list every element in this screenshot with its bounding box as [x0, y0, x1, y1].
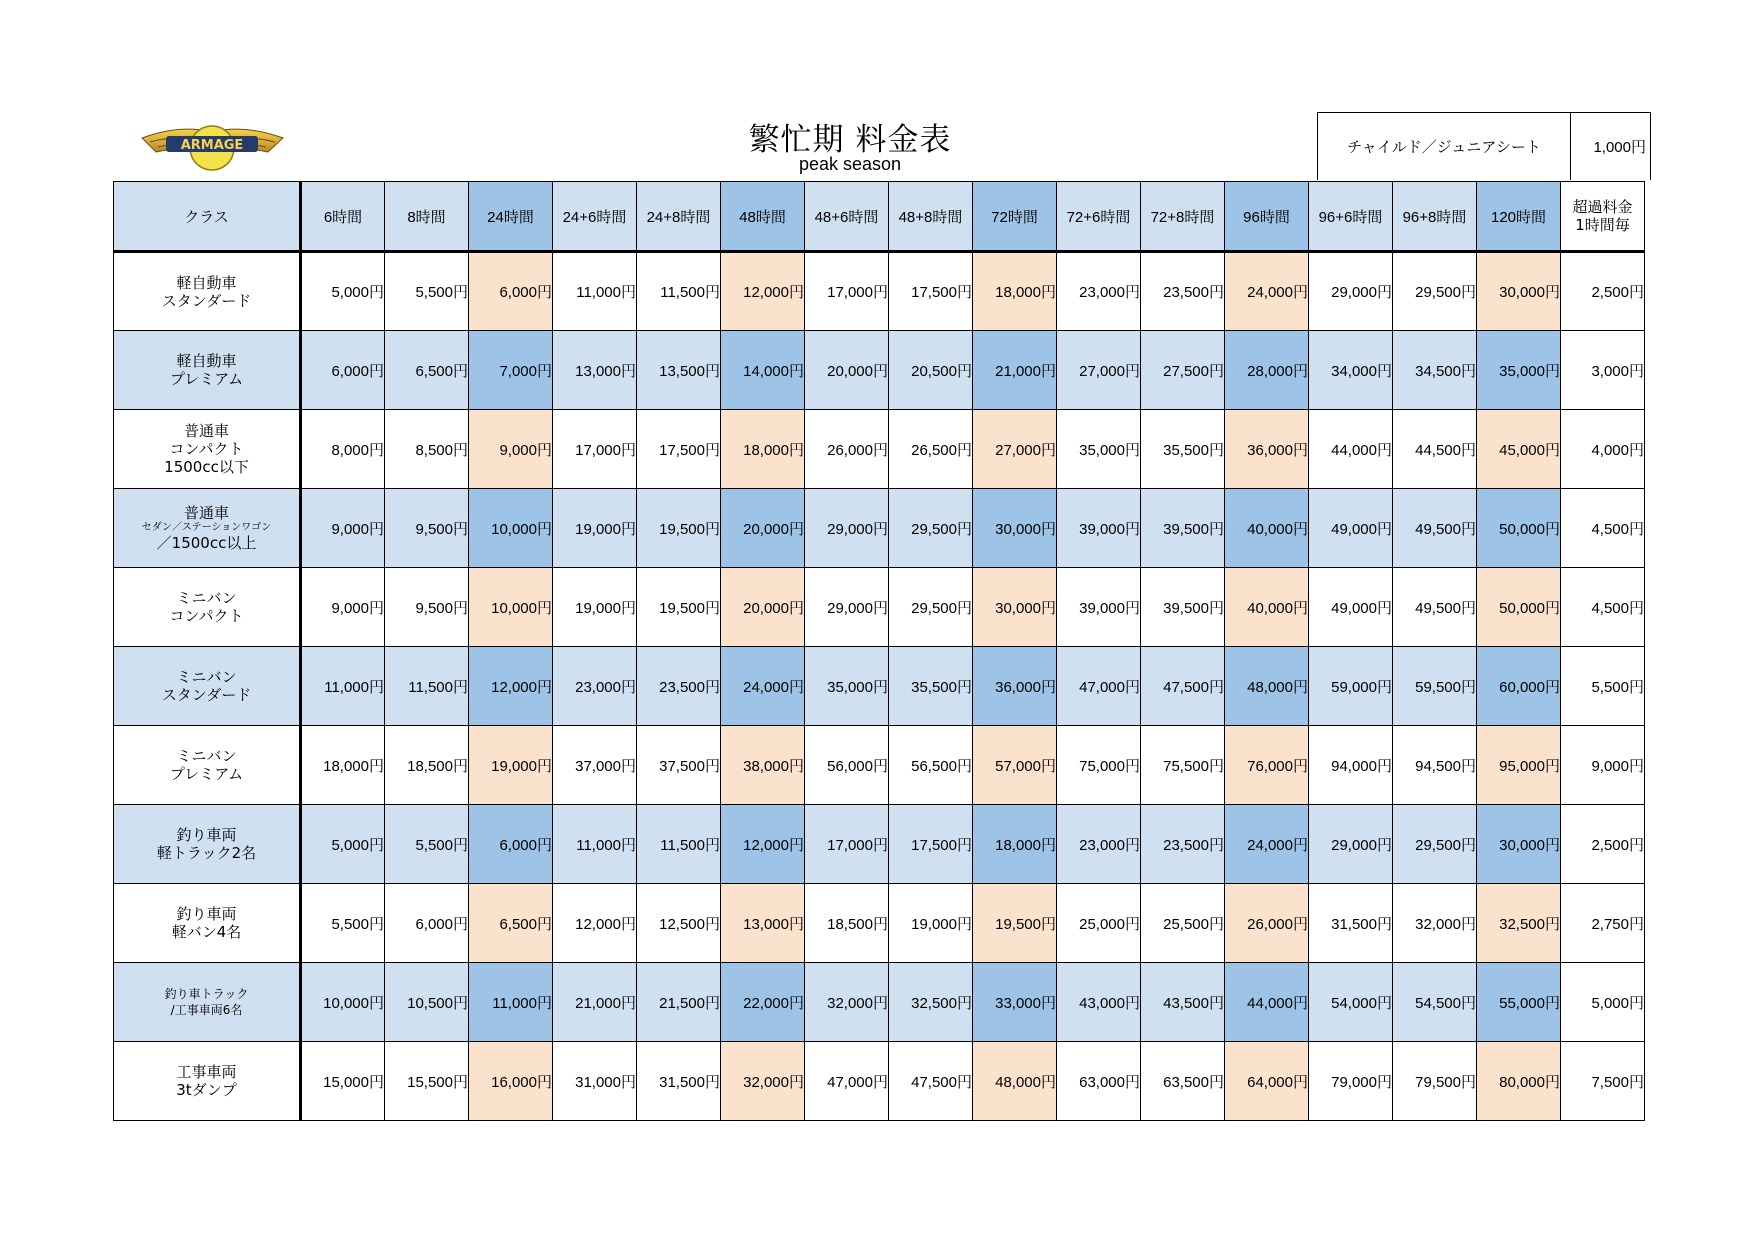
- header-overtime: [1561, 182, 1645, 252]
- price-cell: 47,000円: [1057, 647, 1141, 726]
- child-seat-price: 1,000円: [1593, 139, 1646, 156]
- price-cell: 27,500円: [1141, 331, 1225, 410]
- price-cell: 12,500円: [637, 884, 721, 963]
- price-cell: 19,000円: [553, 489, 637, 568]
- price-cell: 25,000円: [1057, 884, 1141, 963]
- table-row: [114, 1042, 1645, 1121]
- price-cell: 26,000円: [1225, 884, 1309, 963]
- price-cell: 75,500円: [1141, 726, 1225, 805]
- price-cell: 29,500円: [889, 568, 973, 647]
- header-duration: 24時間: [469, 182, 553, 252]
- price-cell: 27,000円: [1057, 331, 1141, 410]
- overtime-price-cell: 3,000円: [1561, 331, 1645, 410]
- overtime-price-cell: 2,500円: [1561, 805, 1645, 884]
- price-cell: 18,000円: [721, 410, 805, 489]
- price-cell: 29,000円: [805, 568, 889, 647]
- header-class: クラス: [114, 182, 301, 252]
- class-name-line: 軽バン4名: [171, 923, 242, 941]
- price-cell: 19,000円: [469, 726, 553, 805]
- price-cell: 54,500円: [1393, 963, 1477, 1042]
- price-cell: 36,000円: [973, 647, 1057, 726]
- class-name-cell: [114, 805, 301, 884]
- price-cell: 6,000円: [301, 331, 385, 410]
- price-cell: 30,000円: [973, 568, 1057, 647]
- price-cell: 26,500円: [889, 410, 973, 489]
- price-cell: 50,000円: [1477, 489, 1561, 568]
- price-cell: 57,000円: [973, 726, 1057, 805]
- header-duration: 48時間: [721, 182, 805, 252]
- header-row: [114, 182, 1645, 252]
- price-cell: 13,500円: [637, 331, 721, 410]
- class-name-cell: [114, 568, 301, 647]
- price-cell: 9,500円: [385, 489, 469, 568]
- price-cell: 21,500円: [637, 963, 721, 1042]
- overtime-price-cell: 9,000円: [1561, 726, 1645, 805]
- class-name-line: ミニバン: [176, 747, 237, 765]
- price-cell: 38,000円: [721, 726, 805, 805]
- price-cell: 20,500円: [889, 331, 973, 410]
- price-cell: 59,500円: [1393, 647, 1477, 726]
- price-cell: 6,000円: [385, 884, 469, 963]
- price-cell: 11,500円: [637, 252, 721, 331]
- price-cell: 29,500円: [1393, 805, 1477, 884]
- class-name-cell: [114, 1042, 301, 1121]
- class-name-cell: [114, 647, 301, 726]
- price-cell: 25,500円: [1141, 884, 1225, 963]
- overtime-price-cell: 4,500円: [1561, 489, 1645, 568]
- price-cell: 18,500円: [385, 726, 469, 805]
- price-cell: 43,000円: [1057, 963, 1141, 1042]
- price-cell: 23,000円: [553, 647, 637, 726]
- price-cell: 13,000円: [721, 884, 805, 963]
- price-cell: 24,000円: [1225, 252, 1309, 331]
- class-name-line: /工事車両6名: [170, 1003, 243, 1017]
- price-cell: 55,000円: [1477, 963, 1561, 1042]
- price-cell: 94,000円: [1309, 726, 1393, 805]
- class-name-line: 釣り車トラック: [164, 987, 249, 1001]
- header-duration: 96時間: [1225, 182, 1309, 252]
- price-cell: 32,000円: [805, 963, 889, 1042]
- svg-text:ARMAGE: ARMAGE: [180, 138, 244, 153]
- price-cell: 23,000円: [1057, 805, 1141, 884]
- price-cell: 12,000円: [721, 805, 805, 884]
- price-cell: 39,000円: [1057, 489, 1141, 568]
- price-cell: 20,000円: [721, 489, 805, 568]
- price-cell: 23,500円: [1141, 805, 1225, 884]
- table-row: [114, 647, 1645, 726]
- class-name-line: ミニバン: [176, 589, 237, 607]
- header-duration: 6時間: [301, 182, 385, 252]
- price-cell: 24,000円: [1225, 805, 1309, 884]
- page-title: 繁忙期 料金表: [748, 122, 952, 158]
- price-cell: 11,000円: [553, 805, 637, 884]
- price-cell: 44,000円: [1309, 410, 1393, 489]
- price-cell: 29,000円: [805, 489, 889, 568]
- price-cell: 10,500円: [385, 963, 469, 1042]
- class-name-line: プレミアム: [169, 370, 244, 388]
- price-cell: 44,000円: [1225, 963, 1309, 1042]
- class-name-line: ／1500cc以上: [156, 534, 257, 552]
- price-cell: 32,000円: [1393, 884, 1477, 963]
- price-cell: 33,000円: [973, 963, 1057, 1042]
- class-name-line: 3tダンプ: [176, 1081, 237, 1099]
- child-seat-label: チャイルド／ジュニアシート: [1318, 113, 1571, 180]
- overtime-price-cell: 2,500円: [1561, 252, 1645, 331]
- class-name-cell: [114, 884, 301, 963]
- header-duration: 24+8時間: [637, 182, 721, 252]
- price-cell: 79,500円: [1393, 1042, 1477, 1121]
- price-cell: 27,000円: [973, 410, 1057, 489]
- price-cell: 32,000円: [721, 1042, 805, 1121]
- price-cell: 49,500円: [1393, 568, 1477, 647]
- price-cell: 35,000円: [805, 647, 889, 726]
- price-cell: 59,000円: [1309, 647, 1393, 726]
- price-cell: 36,000円: [1225, 410, 1309, 489]
- price-cell: 49,000円: [1309, 568, 1393, 647]
- price-cell: 75,000円: [1057, 726, 1141, 805]
- price-cell: 6,000円: [469, 252, 553, 331]
- price-cell: 18,000円: [973, 252, 1057, 331]
- class-name-cell: [114, 410, 301, 489]
- table-row: [114, 331, 1645, 410]
- price-cell: 37,000円: [553, 726, 637, 805]
- overtime-price-cell: 5,000円: [1561, 963, 1645, 1042]
- price-cell: 94,500円: [1393, 726, 1477, 805]
- price-cell: 34,000円: [1309, 331, 1393, 410]
- price-cell: 5,500円: [385, 805, 469, 884]
- price-cell: 9,000円: [301, 568, 385, 647]
- price-cell: 5,500円: [301, 884, 385, 963]
- price-cell: 19,500円: [637, 489, 721, 568]
- price-cell: 9,000円: [469, 410, 553, 489]
- price-cell: 21,000円: [973, 331, 1057, 410]
- table-row: [114, 489, 1645, 568]
- price-cell: 11,000円: [469, 963, 553, 1042]
- class-name-line: 普通車: [183, 422, 229, 440]
- price-cell: 50,000円: [1477, 568, 1561, 647]
- header-duration: 72+8時間: [1141, 182, 1225, 252]
- price-cell: 22,000円: [721, 963, 805, 1042]
- price-cell: 11,000円: [301, 647, 385, 726]
- class-name-line: 工事車両: [176, 1063, 237, 1081]
- price-cell: 31,500円: [637, 1042, 721, 1121]
- class-name-line: コンパクト: [169, 607, 244, 625]
- price-cell: 18,000円: [301, 726, 385, 805]
- price-cell: 19,500円: [973, 884, 1057, 963]
- price-cell: 17,000円: [805, 805, 889, 884]
- rate-table: [113, 181, 1645, 1121]
- price-cell: 35,000円: [1477, 331, 1561, 410]
- price-cell: 29,000円: [1309, 805, 1393, 884]
- price-cell: 17,500円: [637, 410, 721, 489]
- page-subtitle: peak season: [798, 154, 902, 174]
- overtime-price-cell: 5,500円: [1561, 647, 1645, 726]
- price-cell: 48,000円: [973, 1042, 1057, 1121]
- overtime-price-cell: 4,000円: [1561, 410, 1645, 489]
- class-name-line: 釣り車両: [176, 905, 237, 923]
- price-cell: 10,000円: [469, 489, 553, 568]
- price-cell: 39,500円: [1141, 568, 1225, 647]
- price-cell: 15,500円: [385, 1042, 469, 1121]
- price-cell: 45,000円: [1477, 410, 1561, 489]
- class-name-line: 軽トラック2名: [156, 844, 257, 862]
- overtime-price-cell: 7,500円: [1561, 1042, 1645, 1121]
- price-cell: 30,000円: [1477, 805, 1561, 884]
- price-cell: 16,000円: [469, 1042, 553, 1121]
- class-name-line: スタンダード: [161, 686, 252, 704]
- overtime-price-cell: 2,750円: [1561, 884, 1645, 963]
- table-row: [114, 805, 1645, 884]
- price-cell: 48,000円: [1225, 647, 1309, 726]
- class-name-line: スタンダード: [161, 291, 252, 310]
- price-cell: 12,000円: [553, 884, 637, 963]
- price-cell: 95,000円: [1477, 726, 1561, 805]
- price-cell: 17,000円: [805, 252, 889, 331]
- price-cell: 49,000円: [1309, 489, 1393, 568]
- price-cell: 12,000円: [721, 252, 805, 331]
- table-row: [114, 726, 1645, 805]
- table-row: [114, 410, 1645, 489]
- class-name-line: 軽自動車: [176, 352, 237, 370]
- price-cell: 44,500円: [1393, 410, 1477, 489]
- header-duration: 72+6時間: [1057, 182, 1141, 252]
- class-name-line: コンパクト: [169, 440, 244, 458]
- price-cell: 19,000円: [889, 884, 973, 963]
- price-cell: 40,000円: [1225, 489, 1309, 568]
- class-name-line: 普通車: [183, 504, 229, 522]
- price-cell: 64,000円: [1225, 1042, 1309, 1121]
- class-name-cell: [114, 963, 301, 1042]
- price-cell: 39,000円: [1057, 568, 1141, 647]
- price-cell: 11,000円: [553, 252, 637, 331]
- price-cell: 56,500円: [889, 726, 973, 805]
- class-name-cell: [114, 726, 301, 805]
- price-cell: 47,500円: [1141, 647, 1225, 726]
- price-cell: 10,000円: [469, 568, 553, 647]
- price-cell: 20,000円: [805, 331, 889, 410]
- price-cell: 7,000円: [469, 331, 553, 410]
- class-name-cell: [114, 489, 301, 568]
- price-cell: 43,500円: [1141, 963, 1225, 1042]
- table-row: [114, 963, 1645, 1042]
- class-name-line: 釣り車両: [176, 826, 237, 844]
- overtime-price-cell: 4,500円: [1561, 568, 1645, 647]
- table-row: [114, 252, 1645, 331]
- price-cell: 60,000円: [1477, 647, 1561, 726]
- price-cell: 54,000円: [1309, 963, 1393, 1042]
- header-overtime-line: 1時間毎: [1575, 216, 1630, 234]
- price-cell: 13,000円: [553, 331, 637, 410]
- price-cell: 6,000円: [469, 805, 553, 884]
- price-cell: 12,000円: [469, 647, 553, 726]
- class-name-line: 軽自動車: [176, 273, 237, 292]
- price-cell: 79,000円: [1309, 1042, 1393, 1121]
- price-cell: 5,000円: [301, 252, 385, 331]
- price-cell: 11,500円: [385, 647, 469, 726]
- header-duration: 48+6時間: [805, 182, 889, 252]
- price-cell: 26,000円: [805, 410, 889, 489]
- price-cell: 29,000円: [1309, 252, 1393, 331]
- price-cell: 63,000円: [1057, 1042, 1141, 1121]
- price-cell: 47,500円: [889, 1042, 973, 1121]
- class-name-line: セダン／ステーションワゴン: [141, 522, 272, 533]
- price-cell: 21,000円: [553, 963, 637, 1042]
- price-cell: 32,500円: [889, 963, 973, 1042]
- price-cell: 18,500円: [805, 884, 889, 963]
- price-cell: 18,000円: [973, 805, 1057, 884]
- price-cell: 32,500円: [1477, 884, 1561, 963]
- price-cell: 19,000円: [553, 568, 637, 647]
- price-cell: 29,500円: [889, 489, 973, 568]
- price-cell: 6,500円: [385, 331, 469, 410]
- price-cell: 35,500円: [1141, 410, 1225, 489]
- table-row: [114, 884, 1645, 963]
- price-cell: 35,000円: [1057, 410, 1141, 489]
- header-overtime-line: 超過料金: [1572, 198, 1633, 216]
- price-cell: 5,500円: [385, 252, 469, 331]
- price-cell: 5,000円: [301, 805, 385, 884]
- price-cell: 76,000円: [1225, 726, 1309, 805]
- price-cell: 8,500円: [385, 410, 469, 489]
- header-duration: 120時間: [1477, 182, 1561, 252]
- price-cell: 31,000円: [553, 1042, 637, 1121]
- class-name-line: ミニバン: [176, 668, 237, 686]
- price-cell: 23,500円: [637, 647, 721, 726]
- header-duration: 96+8時間: [1393, 182, 1477, 252]
- class-name-line: プレミアム: [169, 765, 244, 783]
- price-cell: 80,000円: [1477, 1042, 1561, 1121]
- price-cell: 28,000円: [1225, 331, 1309, 410]
- header-duration: 72時間: [973, 182, 1057, 252]
- price-cell: 11,500円: [637, 805, 721, 884]
- price-cell: 39,500円: [1141, 489, 1225, 568]
- price-cell: 56,000円: [805, 726, 889, 805]
- header-duration: 8時間: [385, 182, 469, 252]
- price-cell: 9,000円: [301, 489, 385, 568]
- price-cell: 23,500円: [1141, 252, 1225, 331]
- header-duration: 24+6時間: [553, 182, 637, 252]
- price-cell: 31,500円: [1309, 884, 1393, 963]
- header-duration: 96+6時間: [1309, 182, 1393, 252]
- price-cell: 37,500円: [637, 726, 721, 805]
- price-cell: 20,000円: [721, 568, 805, 647]
- price-cell: 14,000円: [721, 331, 805, 410]
- price-cell: 63,500円: [1141, 1042, 1225, 1121]
- price-cell: 34,500円: [1393, 331, 1477, 410]
- price-cell: 17,500円: [889, 252, 973, 331]
- price-cell: 30,000円: [1477, 252, 1561, 331]
- price-cell: 24,000円: [721, 647, 805, 726]
- armage-logo: [140, 120, 285, 176]
- price-cell: 35,500円: [889, 647, 973, 726]
- price-cell: 8,000円: [301, 410, 385, 489]
- price-cell: 15,000円: [301, 1042, 385, 1121]
- table-row: [114, 568, 1645, 647]
- price-cell: 17,000円: [553, 410, 637, 489]
- price-cell: 47,000円: [805, 1042, 889, 1121]
- price-cell: 30,000円: [973, 489, 1057, 568]
- price-cell: 23,000円: [1057, 252, 1141, 331]
- price-cell: 40,000円: [1225, 568, 1309, 647]
- class-name-cell: [114, 252, 301, 331]
- price-cell: 49,500円: [1393, 489, 1477, 568]
- price-cell: 9,500円: [385, 568, 469, 647]
- price-cell: 10,000円: [301, 963, 385, 1042]
- price-cell: 6,500円: [469, 884, 553, 963]
- price-cell: 29,500円: [1393, 252, 1477, 331]
- class-name-line: 1500cc以下: [164, 458, 249, 476]
- header-duration: 48+8時間: [889, 182, 973, 252]
- price-cell: 19,500円: [637, 568, 721, 647]
- child-seat-box: [1317, 112, 1651, 180]
- price-cell: 17,500円: [889, 805, 973, 884]
- class-name-cell: [114, 331, 301, 410]
